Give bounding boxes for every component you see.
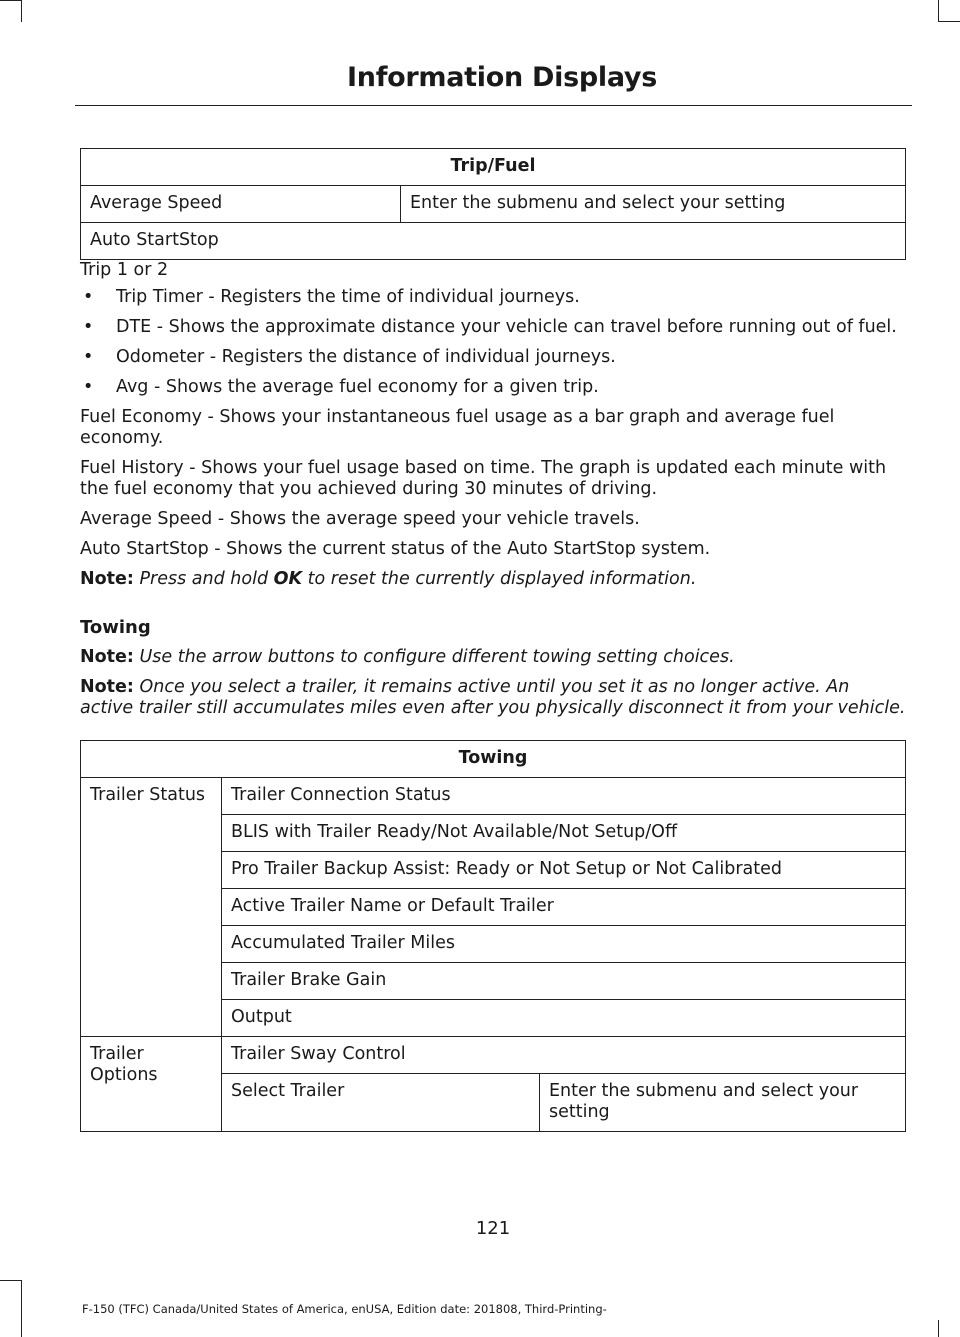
note-text-before: Press and hold bbox=[139, 569, 269, 589]
crop-mark-top-left-v bbox=[21, 0, 22, 22]
table-row bbox=[81, 778, 906, 815]
table-cell: Output bbox=[222, 1000, 906, 1037]
trip-heading: Trip 1 or 2 bbox=[80, 260, 169, 280]
towing-heading: Towing bbox=[80, 617, 151, 638]
ok-button-reference: OK bbox=[273, 569, 303, 589]
table-cell: Enter the submenu and select your setting bbox=[540, 1074, 906, 1132]
paragraph: Average Speed - Shows the average speed your vehicle travels. bbox=[80, 509, 640, 529]
table-cell: Pro Trailer Backup Assist: Ready or Not Setup or Not Calibrated bbox=[222, 852, 906, 889]
table-cell: Active Trailer Name or Default Trailer bbox=[222, 889, 906, 926]
table-cell: Enter the submenu and select your setting bbox=[401, 186, 906, 223]
trailer-options-label: Trailer Options bbox=[81, 1037, 222, 1132]
paragraph: Fuel History - Shows your fuel usage based on time. The graph is updated each minute with the fuel economy that you achieved during 30 minutes of driving. bbox=[80, 458, 887, 499]
table-cell: Trailer Connection Status bbox=[222, 778, 906, 815]
page-number: 121 bbox=[475, 1218, 511, 1239]
note-label: Note: bbox=[80, 647, 134, 667]
table-row bbox=[81, 223, 906, 260]
table-cell: Accumulated Trailer Miles bbox=[222, 926, 906, 963]
page-content bbox=[80, 148, 906, 1132]
crop-mark-bottom-right bbox=[938, 1320, 939, 1337]
table-cell: Select Trailer bbox=[222, 1074, 540, 1132]
towing-table-title: Towing bbox=[81, 741, 906, 778]
table-row bbox=[81, 1037, 906, 1074]
table-row bbox=[81, 186, 906, 223]
towing-table bbox=[80, 740, 906, 1132]
note-text-after: to reset the currently displayed information. bbox=[307, 569, 697, 589]
page-title: Information Displays bbox=[347, 62, 657, 93]
trailer-status-label: Trailer Status bbox=[81, 778, 222, 1037]
crop-mark-bottom-left-h bbox=[0, 1280, 22, 1281]
crop-mark-top-right-h bbox=[938, 21, 960, 22]
paragraph: Auto StartStop - Shows the current status of the Auto StartStop system. bbox=[80, 539, 711, 559]
header-divider bbox=[75, 105, 912, 106]
table-cell: Auto StartStop bbox=[81, 223, 906, 260]
reset-note bbox=[80, 569, 906, 590]
table-cell: Average Speed bbox=[81, 186, 401, 223]
towing-note bbox=[80, 677, 906, 719]
note-text: Use the arrow buttons to configure different towing setting choices. bbox=[139, 647, 735, 667]
table-cell: BLIS with Trailer Ready/Not Available/Not Setup/Off bbox=[222, 815, 906, 852]
crop-mark-top-right bbox=[938, 0, 939, 22]
list-item: • Trip Timer - Registers the time of individual journeys. bbox=[80, 287, 906, 308]
paragraph: Fuel Economy - Shows your instantaneous fuel usage as a bar graph and average fuel economy. bbox=[80, 407, 835, 448]
list-item: • DTE - Shows the approximate distance your vehicle can travel before running out of fuel. bbox=[80, 317, 906, 338]
trip-fuel-table bbox=[80, 148, 906, 260]
trip-fuel-table-title: Trip/Fuel bbox=[81, 149, 906, 186]
edition-footer: F-150 (TFC) Canada/United States of America, enUSA, Edition date: 201808, Third-Printing- bbox=[82, 1302, 607, 1316]
list-item: • Avg - Shows the average fuel economy for a given trip. bbox=[80, 377, 906, 398]
table-cell: Trailer Brake Gain bbox=[222, 963, 906, 1000]
trip-bullet-list bbox=[80, 287, 906, 398]
note-text: Once you select a trailer, it remains active until you set it as no longer active. An active trailer still accumulates miles even after you physically disconnect it from your vehicle. bbox=[80, 677, 906, 718]
crop-mark-top-left bbox=[0, 0, 22, 1]
list-item: • Odometer - Registers the distance of individual journeys. bbox=[80, 347, 906, 368]
table-cell: Trailer Sway Control bbox=[222, 1037, 906, 1074]
note-label: Note: bbox=[80, 677, 134, 697]
note-label: Note: bbox=[80, 569, 134, 589]
crop-mark-bottom-left bbox=[21, 1280, 22, 1337]
towing-note bbox=[80, 647, 906, 668]
